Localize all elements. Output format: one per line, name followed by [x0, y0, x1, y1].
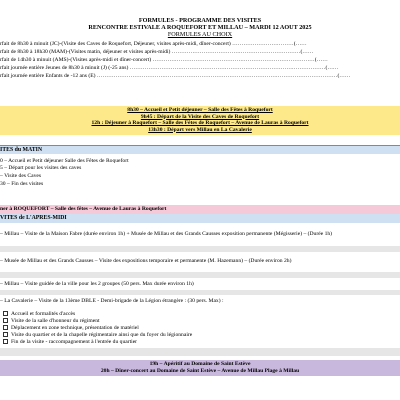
- separator-band: [0, 290, 400, 295]
- formule-jc: rfait de 8h30 à minuit (JC)-(Visite des Caves de Roquefort, Déjeuner, visites après-midi, dîner-concert) ……………………………(……: [0, 41, 307, 47]
- formule-j: rfait journée entière Jeunes de 8h30 à minuit (J) (-25 ans) ……………………………………………………………………………………………(……: [0, 65, 339, 71]
- checkbox-icon: [3, 325, 8, 330]
- apresmidi-item-maison-fabre: – Millau – Visite de la Maison Fabre (durée environ 1h) + Musée de Millau et des Grands Causses exposition permanente (Mégisserie) – (Durée 1h): [0, 231, 333, 237]
- formule-e: rfait journée entière Enfants de -12 ans (E) …………………………………………………………………………………………………………………(……: [0, 73, 351, 79]
- band-aperitif: 19h – Apéritif au Domaine de Saint Estève: [149, 361, 251, 367]
- checkbox-icon: [3, 332, 8, 337]
- section-matin-title: ITES du MATIN: [0, 145, 400, 154]
- band-diner-concert: 20h – Dîner-concert au Domaine de Saint Estève – Avenue de Millau Plage à Millau: [100, 367, 300, 374]
- section-apresmidi-title: VITES de L'APRES-MIDI: [0, 214, 400, 223]
- separator-band: [0, 272, 400, 278]
- band-accueil: 8h30 – Accueil et Petit déjeuner – Salle des Fêtes à Roquefort: [127, 107, 273, 113]
- bullet-item: [3, 318, 100, 325]
- formule-mam: rfait de 8h30 à 18h30 (MAM)-(Visites matin, déjeuner et visites après-midi) ……………………………………………………………(……: [0, 49, 314, 55]
- bullet-item: [3, 325, 139, 332]
- band-depart-millau: 13h30 : Départ vers Millau en La Cavalerie: [148, 126, 252, 133]
- apresmidi-item-musee: – Musée de Millau et des Grands Causses – Visite des expositions temporaire et permanente (M. Hazemann) – (Durée environ 2h): [0, 258, 292, 264]
- separator-band: [0, 246, 400, 252]
- bullet-text: Déplacement en zone technique, présentation de matériel: [11, 325, 139, 331]
- bullet-item: [3, 339, 137, 346]
- band-depart-caves: 9h45 : Départ de la Visite des Caves de Roquefort: [140, 113, 260, 120]
- doc-formules-heading: FORMULES AU CHOIX: [167, 31, 233, 38]
- matin-item-accueil: 0 – Accueil et Petit déjeuner Salle des Fêtes de Roquefort: [0, 158, 129, 164]
- matin-item-depart: 5 – Départ pour les visites des caves: [0, 165, 82, 171]
- checkbox-icon: [3, 318, 8, 323]
- bullet-text: Fin de la visite - raccompagnement à l'entrée du quartier: [11, 339, 138, 345]
- doc-subtitle: RENCONTRE ESTIVALE A ROQUEFORT ET MILLAU – MARDI 12 AOUT 2025: [88, 24, 312, 31]
- doc-title: FORMULES - PROGRAMME DES VISITES: [138, 17, 262, 24]
- bullet-item: [3, 311, 75, 318]
- band-dejeuner: 12h : Déjeuner à Roquefort – Salle des Fêtes de Roquefort – Avenue de Lauras à Roquefort: [91, 120, 309, 126]
- checkbox-icon: [3, 339, 8, 344]
- apresmidi-item-visite-ville: – Millau – Visite guidée de la ville pour les 2 groupes (50 pers. Max durée environ 1h): [0, 281, 194, 287]
- evening-band: [0, 360, 400, 376]
- bullet-text: Visite de la salle d'honneur du régiment: [11, 318, 100, 324]
- bullet-text: Accueil et formalités d'accès: [11, 311, 76, 317]
- bullet-item: [3, 332, 192, 339]
- apresmidi-item-cavalerie: – La Cavalerie – Visite de la 13ème DBLE - Demi-brigade de la Légion étrangère : (30 pers. Max) :: [0, 298, 224, 304]
- formule-ams: rfait de 14h30 à minuit (AMS)-(Visites après-midi et dîner-concert) ……………………………………………………………………………(……: [0, 57, 328, 63]
- dejeuner-band: ner à ROQUEFORT – Salle des fêtes – Avenue de Lauras à Roquefort: [0, 205, 400, 214]
- separator-band: [0, 348, 400, 356]
- matin-item-fin: 30 – Fin des visites: [0, 181, 44, 187]
- morning-band: [0, 106, 400, 135]
- matin-item-caves: – Visite des Caves: [0, 173, 42, 179]
- checkbox-icon: [3, 311, 8, 316]
- bullet-text: Visite du quartier et de la chapelle régimentaire ainsi que du foyer du légionnaire: [11, 332, 193, 338]
